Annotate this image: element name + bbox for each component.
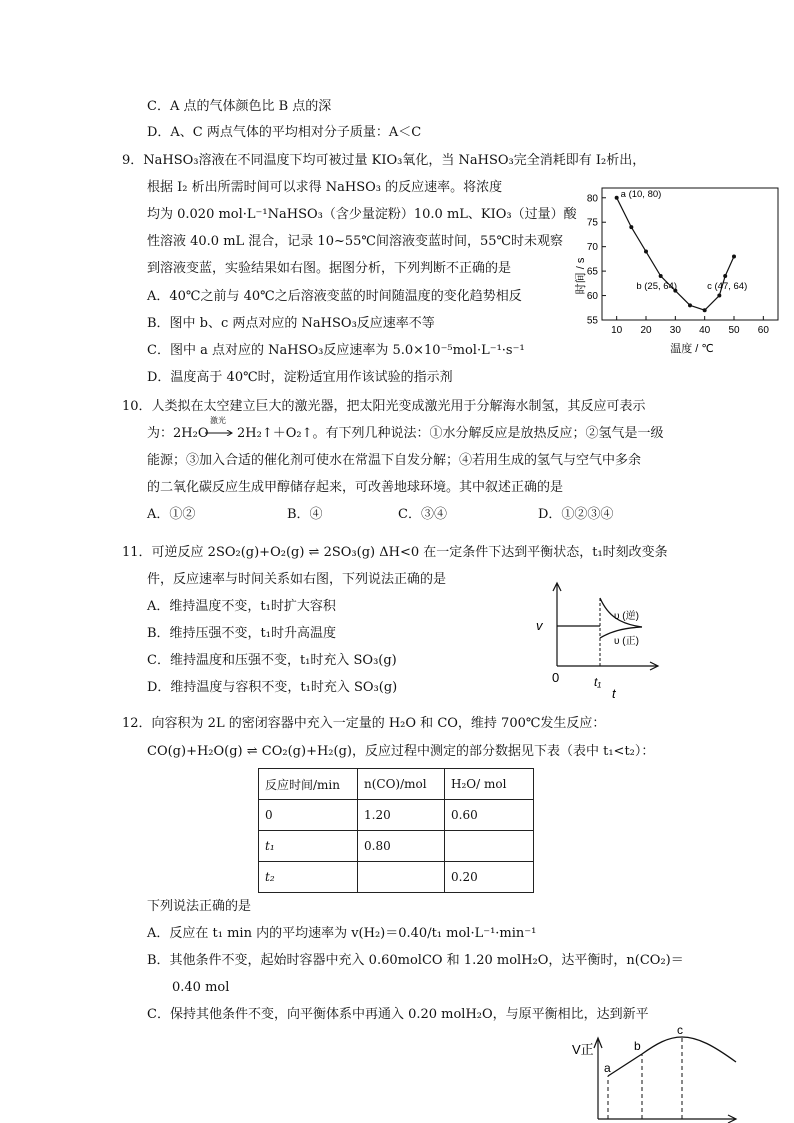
table-header-cell: H₂O/ mol xyxy=(445,769,534,800)
q11-option-d: D．维持温度与容积不变，t₁时充入 SO₃(g) xyxy=(147,680,398,695)
y-tick-label: 75 xyxy=(586,217,598,229)
q10-arrow-label: 激光 xyxy=(210,416,226,425)
q10-reaction-arrow xyxy=(205,430,235,436)
q11-t1-label: t₁ xyxy=(594,675,602,689)
q9-stem-line1: 9．NaHSO₃溶液在不同温度下均可被过量 KIO₃氧化，当 NaHSO₃完全消耗即有 I₂析出， xyxy=(122,153,646,168)
table-cell: 0.60 xyxy=(445,800,534,831)
q9-option-a: A．40℃之前与 40℃之后溶液变蓝的时间随温度的变化趋势相反 xyxy=(147,289,522,304)
x-tick-label: 10 xyxy=(611,325,623,336)
q11-t-axis-label: t xyxy=(612,686,616,700)
data-point xyxy=(659,274,663,278)
q9-stem-line4: 性溶液 40.0 mL 混合，记录 10~55℃间溶液变蓝时间，55℃时未观察 xyxy=(147,234,564,249)
series-line xyxy=(617,198,734,310)
q12-option-b-line2: 0.40 mol xyxy=(172,980,230,995)
table-header-cell: 反应时间/min xyxy=(259,769,358,800)
data-point xyxy=(644,250,648,254)
y-tick-label: 55 xyxy=(586,315,598,327)
q11-reverse-rate-label: υ (逆) xyxy=(614,611,639,622)
data-point xyxy=(615,196,619,200)
bottom-rate-figure xyxy=(564,1024,744,1123)
x-tick-label: 30 xyxy=(669,325,681,336)
data-point xyxy=(732,254,736,258)
x-tick-label: 40 xyxy=(699,325,711,336)
bottom-figure-axis-label: V正 xyxy=(572,1042,594,1057)
q12-stem-line2: CO(g)+H₂O(g) ⇌ CO₂(g)+H₂(g)，反应过程中测定的部分数据见下表（表中 t₁<t₂）： xyxy=(147,744,655,759)
chart-y-axis-label: 时间 / s xyxy=(575,257,587,295)
q8-option-c: C．A 点的气体颜色比 B 点的深 xyxy=(147,99,332,114)
q11-option-c: C．维持温度和压强不变，t₁时充入 SO₃(g) xyxy=(147,653,397,668)
y-tick-label: 65 xyxy=(586,266,598,278)
q12-data-table xyxy=(258,768,534,893)
table-row xyxy=(259,831,534,862)
q12-prompt: 下列说法正确的是 xyxy=(147,899,252,914)
q12-option-c: C．保持其他条件不变，向平衡体系中再通入 0.20 molH₂O，与原平衡相比，达到新平 xyxy=(147,1007,649,1022)
x-tick-label: 50 xyxy=(728,325,740,336)
q10-option-d: D．①②③④ xyxy=(538,507,614,522)
q11-stem-line1: 11．可逆反应 2SO₂(g)+O₂(g) ⇌ 2SO₃(g) ΔH<0 在一定条件下达到平衡状态，t₁时刻改变条 xyxy=(122,545,668,560)
point-c-label: c xyxy=(677,1024,683,1037)
x-tick-label: 20 xyxy=(640,325,652,336)
table-cell xyxy=(358,862,445,893)
table-cell: t₁ xyxy=(259,831,358,862)
q9-stem-line5: 到溶液变蓝，实验结果如右图。据图分析，下列判断不正确的是 xyxy=(147,261,512,276)
y-tick-label: 70 xyxy=(586,242,598,254)
q9-stem-line3: 均为 0.020 mol·L⁻¹NaHSO₃（含少量淀粉）10.0 mL、KIO₃（过量）酸 xyxy=(147,207,577,222)
q11-v-axis-label: v xyxy=(536,618,543,633)
q12-option-b-line1: B．其他条件不变，起始时容器中充入 0.60molCO 和 1.20 molH₂O，达平衡时，n(CO₂)＝ xyxy=(147,953,684,968)
q12-stem-line1: 12．向容积为 2L 的密闭容器中充入一定量的 H₂O 和 CO，维持 700℃发生反应： xyxy=(122,716,606,731)
data-point xyxy=(629,225,633,229)
q9-option-c: C．图中 a 点对应的 NaHSO₃反应速率为 5.0×10⁻⁵mol·L⁻¹·s⁻¹ xyxy=(147,343,525,358)
q11-stem-line2: 件，反应速率与时间关系如右图，下列说法正确的是 xyxy=(147,572,447,587)
q10-stem-line4: 的二氧化碳反应生成甲醇储存起来，可改善地球环境。其中叙述正确的是 xyxy=(147,480,564,495)
q11-rate-time-figure xyxy=(530,578,670,700)
q11-forward-rate-label: υ (正) xyxy=(614,636,639,647)
q10-stem-line1: 10．人类拟在太空建立巨大的激光器，把太阳光变成激光用于分解海水制氢，其反应可表示 xyxy=(122,399,646,414)
q10-stem-line2b: 2H₂↑＋O₂↑。有下列几种说法：①水分解反应是放热反应；②氢气是一级 xyxy=(237,426,664,441)
q9-option-d: D．温度高于 40℃时，淀粉适宜用作该试验的指示剂 xyxy=(147,370,453,385)
table-row xyxy=(259,862,534,893)
q8-option-d: D．A、C 两点气体的平均相对分子质量：A＜C xyxy=(147,125,422,140)
table-header-cell: n(CO)/mol xyxy=(358,769,445,800)
q11-option-a: A．维持温度不变，t₁时扩大容积 xyxy=(147,599,336,614)
point-b-label: b xyxy=(634,1039,641,1053)
q10-option-a: A．①② xyxy=(147,507,196,522)
q10-stem-line2a: 为：2H₂O xyxy=(147,426,209,441)
data-label: b (25, 64) xyxy=(636,281,678,292)
q10-option-c: C．③④ xyxy=(398,507,447,522)
table-cell: 1.20 xyxy=(358,800,445,831)
data-label: a (10, 80) xyxy=(620,188,662,200)
data-point xyxy=(688,303,692,307)
data-point xyxy=(703,308,707,312)
table-cell: t₂ xyxy=(259,862,358,893)
q11-origin-label: 0 xyxy=(552,670,560,685)
q12-option-a: A．反应在 t₁ min 内的平均速率为 v(H₂)＝0.40/t₁ mol·L⁻¹·min⁻¹ xyxy=(147,926,537,941)
chart-plot-frame xyxy=(602,188,778,320)
q9-option-b: B．图中 b、c 两点对应的 NaHSO₃反应速率不等 xyxy=(147,316,435,331)
q9-stem-line2: 根据 I₂ 析出所需时间可以求得 NaHSO₃ 的反应速率。将浓度 xyxy=(147,180,503,195)
point-a-label: a xyxy=(604,1061,611,1075)
y-tick-label: 80 xyxy=(586,193,598,205)
x-tick-label: 60 xyxy=(757,325,769,336)
y-tick-label: 60 xyxy=(586,291,598,303)
table-cell: 0.20 xyxy=(445,862,534,893)
table-cell xyxy=(445,831,534,862)
data-label: c (47, 64) xyxy=(707,281,748,292)
q10-option-b: B．④ xyxy=(287,507,323,522)
table-cell: 0.80 xyxy=(358,831,445,862)
q11-option-b: B．维持压强不变，t₁时升高温度 xyxy=(147,626,336,641)
table-header-row xyxy=(259,769,534,800)
table-cell: 0 xyxy=(259,800,358,831)
q9-temperature-time-chart xyxy=(568,180,788,360)
data-point xyxy=(717,294,721,298)
chart-x-axis-label: 温度 / ℃ xyxy=(670,343,714,355)
table-row xyxy=(259,800,534,831)
data-point xyxy=(723,274,727,278)
q10-stem-line3: 能源；③加入合适的催化剂可使水在常温下自发分解；④若用生成的氢气与空气中多余 xyxy=(147,453,642,468)
